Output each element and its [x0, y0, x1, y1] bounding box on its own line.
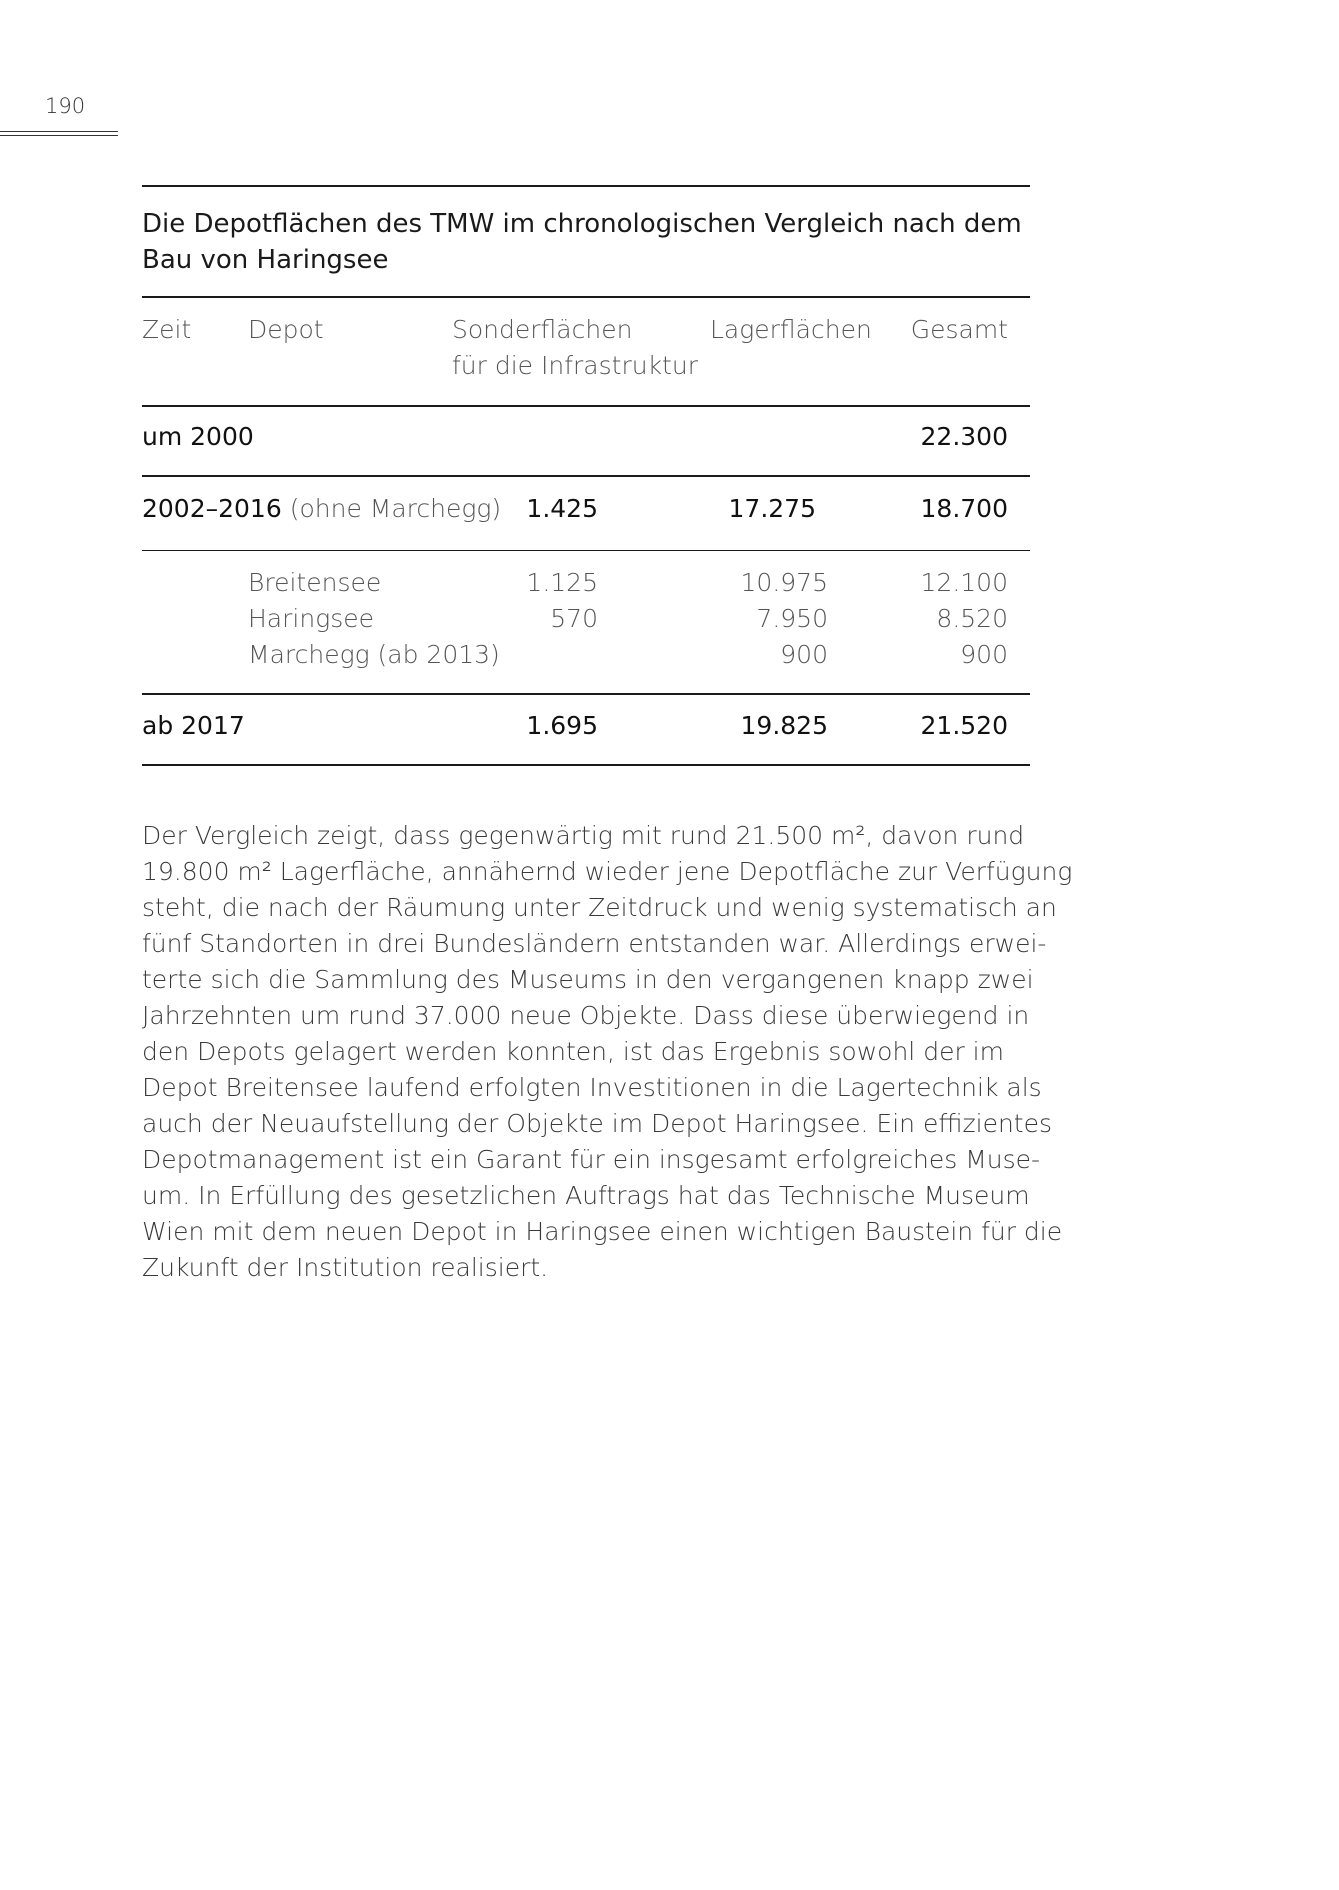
header-sonderflaechen: Sonderflächen [452, 315, 633, 344]
table-top-rule [142, 185, 1030, 187]
body-line: fünf Standorten in drei Bundesländern entstanden war. Allerdings erwei- [142, 929, 1047, 958]
row-gesamt: 22.300 [920, 422, 1008, 451]
body-line: Depotmanagement ist ein Garant für ein insgesamt erfolgreiches Muse- [142, 1145, 1041, 1174]
header-top-rule [142, 296, 1030, 298]
header-sonderflaechen-line2: für die Infrastruktur [452, 351, 698, 380]
body-line: steht, die nach der Räumung unter Zeitdruck und wenig systematisch an [142, 893, 1057, 922]
subrow-depot: Breitensee [248, 568, 382, 597]
body-line: Zukunft der Institution realisiert. [142, 1253, 549, 1282]
row-zeit: um 2000 [142, 422, 254, 451]
subrow-sonder: 570 [550, 604, 598, 633]
row-note: (ohne Marchegg) [289, 494, 502, 523]
row-zeit: ab 2017 [142, 711, 245, 740]
table-caption: Die Depotflächen des TMW im chronologischen Vergleich nach dem Bau von Haringsee [142, 209, 1022, 275]
row-rule [142, 693, 1030, 695]
body-line: Depot Breitensee laufend erfolgten Investitionen in die Lagertechnik als [142, 1073, 1042, 1102]
header-bottom-rule [142, 405, 1030, 407]
row-sonder: 1.425 [526, 494, 598, 523]
subrow-depot: Marchegg (ab 2013) [248, 640, 500, 669]
page-number-rule [0, 131, 118, 132]
row-lager: 19.825 [740, 711, 828, 740]
row-gesamt: 21.520 [920, 711, 1008, 740]
row-zeit: 2002–2016 (ohne Marchegg) [142, 494, 502, 523]
subrow-lager: 7.950 [756, 604, 828, 633]
subrow-depot: Haringsee [248, 604, 374, 633]
page-number-rule [0, 135, 118, 136]
subrow-lager: 900 [780, 640, 828, 669]
body-line: Jahrzehnten um rund 37.000 neue Objekte. Dass diese überwiegend in [142, 1001, 1030, 1030]
header-lagerflaechen: Lagerflächen [710, 315, 872, 344]
body-line: um. In Erfüllung des gesetzlichen Auftrags hat das Technische Museum [142, 1181, 1030, 1210]
table-bottom-rule [142, 764, 1030, 766]
body-line: auch der Neuaufstellung der Objekte im Depot Haringsee. Ein effizientes [142, 1109, 1053, 1138]
subrow-lager: 10.975 [740, 568, 828, 597]
subrow-gesamt: 8.520 [936, 604, 1008, 633]
row-rule [142, 550, 1030, 551]
row-sonder: 1.695 [526, 711, 598, 740]
body-line: Wien mit dem neuen Depot in Haringsee einen wichtigen Baustein für die [142, 1217, 1063, 1246]
header-gesamt: Gesamt [910, 315, 1008, 344]
body-line: Der Vergleich zeigt, dass gegenwärtig mit rund 21.500 m², davon rund [142, 821, 1025, 850]
body-line: 19.800 m² Lagerfläche, annähernd wieder jene Depotfläche zur Verfügung [142, 857, 1073, 886]
row-gesamt: 18.700 [920, 494, 1008, 523]
body-paragraph [142, 818, 1073, 1286]
row-rule [142, 475, 1030, 477]
page-number: 190 [45, 94, 86, 118]
header-depot: Depot [248, 315, 324, 344]
header-zeit: Zeit [142, 315, 192, 344]
body-line: terte sich die Sammlung des Museums in den vergangenen knapp zwei [142, 965, 1034, 994]
body-line: den Depots gelagert werden konnten, ist das Ergebnis sowohl der im [142, 1037, 1004, 1066]
subrow-gesamt: 900 [960, 640, 1008, 669]
subrow-sonder: 1.125 [526, 568, 598, 597]
subrow-gesamt: 12.100 [920, 568, 1008, 597]
row-lager: 17.275 [728, 494, 816, 523]
